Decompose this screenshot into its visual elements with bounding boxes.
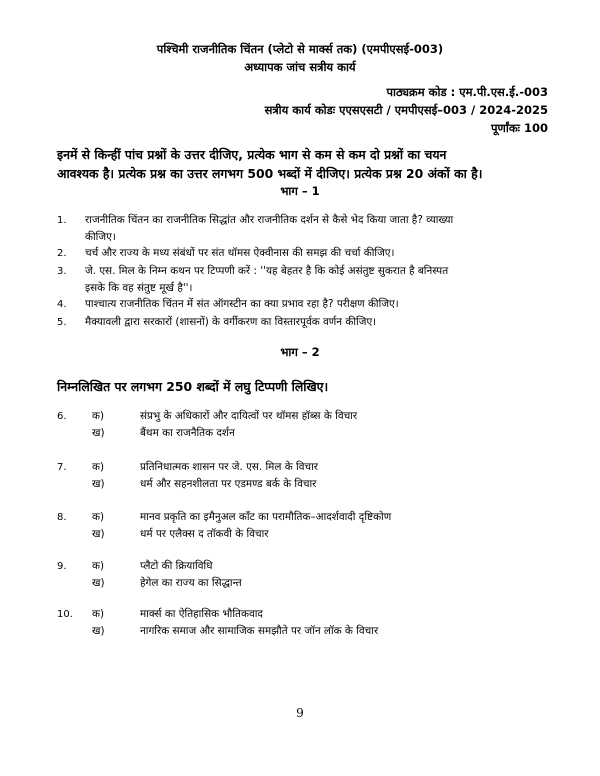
sub-question-text: धर्म और सहनशीलता पर एडमण्ड बर्क के विचार [140, 478, 317, 490]
question-number: 4. [57, 299, 67, 310]
course-code: पाठ्यक्रम कोड : एम.पी.एस.ई.-003 [386, 85, 548, 99]
question-text: मैक्यावली द्वारा सरकारों (शासनों) के वर्गीकरण का विस्तारपूर्वक वर्णन कीजिए। [85, 316, 377, 328]
sub-question-text: प्लैटो की क्रियाविधि [140, 560, 213, 572]
sub-question-text: प्रतिनिधात्मक शासन पर जे. एस. मिल के विचार [140, 461, 319, 473]
sub-question-text: नागरिक समाज और सामाजिक समझौते पर जॉन लॉक के विचार [140, 625, 379, 637]
page-number: 9 [296, 706, 304, 720]
assignment-code: सत्रीय कार्य कोडः एएसएसटी / एमपीएसई–003 / 2024-2025 [264, 103, 548, 117]
sub-question-label: ख) [92, 625, 105, 637]
sub-question-label: ख) [92, 577, 105, 589]
question-text: राजनीतिक चिंतन का राजनीतिक सिद्धांत और राजनीतिक दर्शन से कैसे भेद किया जाता है? व्याख्या [85, 214, 454, 226]
question-number: 8. [57, 512, 67, 523]
assignment-subtitle: अध्यापक जांच सत्रीय कार्य [244, 60, 356, 74]
instructions-line-2: आवश्यक है। प्रत्येक प्रश्न का उत्तर लगभग 500 भब्दों में दीजिए। प्रत्येक प्रश्न 20 अंकों का है। [57, 166, 483, 181]
sub-question-text: संप्रभु के अधिकारों और दायित्वों पर थॉमस हॉब्स के विचार [140, 410, 358, 422]
sub-question-label: क) [92, 511, 105, 523]
sub-question-text: बैंथम का राजनैतिक दर्शन [140, 427, 235, 439]
question-number: 9. [57, 561, 67, 572]
part-1-heading: भाग – 1 [280, 184, 320, 198]
sub-question-text: मार्क्स का ऐतिहासिक भौतिकवाद [140, 608, 263, 620]
sub-question-text: मानव प्रकृति का इमैनुअल कॉंट का परामौतिक–आदर्शवादी दृष्टिकोण [140, 511, 392, 523]
question-number: 5. [57, 317, 67, 328]
sub-question-label: क) [92, 461, 105, 473]
question-text: चर्च और राज्य के मध्य संबंधों पर संत थॉमस ऐक्वीनास की समझ की चर्चा कीजिए। [85, 247, 395, 259]
sub-question-text: धर्म पर एलैक्स द तॉकवी के विचार [140, 528, 269, 540]
sub-question-label: ख) [92, 478, 105, 490]
question-text: जे. एस. मिल के निम्न कथन पर टिप्पणी करें : ''यह बेहतर है कि कोई असंतुष्ट सुकरात है बनिस्पत [85, 265, 449, 277]
question-number: 7. [57, 462, 67, 473]
question-text-continued: कीजिए। [85, 231, 116, 243]
course-title: पश्चिमी राजनीतिक चिंतन (प्लेटो से मार्क्स तक) (एमपीएसई-003) [156, 42, 444, 56]
question-number: 1. [57, 215, 67, 226]
sub-question-label: ख) [92, 427, 105, 439]
part-2-instruction: निम्नलिखित पर लगभग 250 शब्दों में लघु टिप्पणी लिखिए। [57, 379, 329, 394]
question-number: 10. [57, 609, 73, 620]
question-text: पाश्चात्य राजनीतिक चिंतन में संत ऑगस्टीन का क्या प्रभाव रहा है? परीक्षण कीजिए। [85, 298, 399, 310]
question-text-continued: इसके कि वह संतुष्ट मूर्ख है''। [85, 282, 193, 294]
sub-question-text: हेगेल का राज्य का सिद्धान्त [140, 577, 242, 589]
sub-question-label: क) [92, 560, 105, 572]
question-number: 6. [57, 411, 67, 422]
instructions-line-1: इनमें से किन्हीं पांच प्रश्नों के उत्तर दीजिए, प्रत्येक भाग से कम से कम दो प्रश्नों का चयन [57, 147, 447, 162]
question-number: 2. [57, 248, 67, 259]
sub-question-label: क) [92, 608, 105, 620]
sub-question-label: क) [92, 410, 105, 422]
question-number: 3. [57, 266, 67, 277]
part-2-heading: भाग – 2 [280, 345, 320, 359]
max-marks: पूर्णांकः 100 [491, 121, 548, 135]
sub-question-label: ख) [92, 528, 105, 540]
